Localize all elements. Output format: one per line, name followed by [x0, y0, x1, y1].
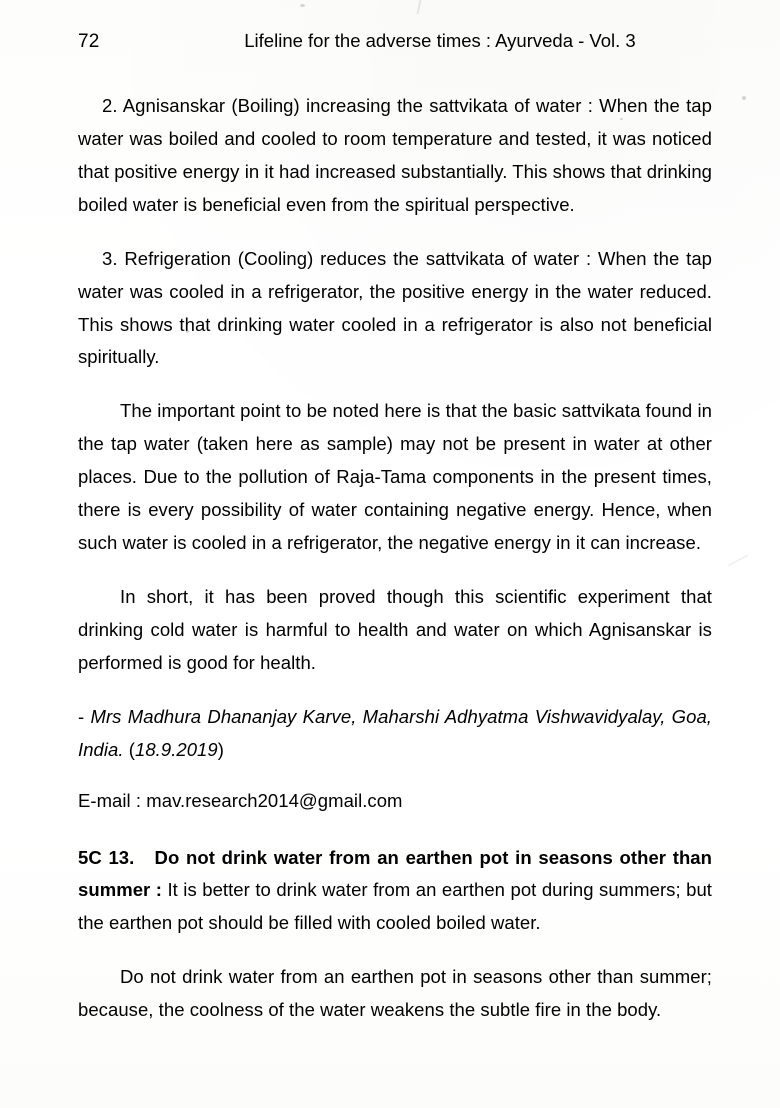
- section-text: It is better to drink water from an earthen pot during summers; but the earthen pot should be filled with cooled boiled water.: [78, 879, 712, 934]
- attribution-dash: -: [78, 705, 85, 727]
- page-number: 72: [78, 31, 100, 52]
- paragraph-important-point: The important point to be noted here is that the basic sattvikata found in the tap water (taken here as sample) may not be present in water at other places. Due to the pollution of Raja-Tama components in the present times, there is every possibility of water containing negative energy. Hence, when such water is cooled in a refrigerator, the negative energy in it can increase.: [78, 400, 712, 554]
- section-heading: Do not drink water from an earthen pot in seasons other than summer :: [78, 846, 713, 901]
- scan-streak: [728, 555, 748, 566]
- page-header: [78, 30, 712, 56]
- attribution-date-close: ): [217, 738, 224, 760]
- scan-streak: [417, 0, 422, 14]
- section-5c13: [78, 842, 712, 941]
- section-closing-paragraph: Do not drink water from an earthen pot in seasons other than summer; because, the coolness of the water weakens the subtle fire in the body.: [78, 966, 712, 1021]
- attribution-name: Mrs Madhura Dhananjay Karve, Maharshi Adhyatma Vishwavidyalay, Goa, India.: [78, 705, 712, 760]
- scan-speck: [742, 96, 746, 100]
- attribution-date: 18.9.2019: [134, 738, 218, 760]
- scan-speck: [300, 4, 305, 7]
- section-number: 5C 13.: [78, 846, 135, 868]
- paragraph-in-short: In short, it has been proved though this scientific experiment that drinking cold water is harmful to health and water on which Agnisanskar is performed is good for health.: [78, 585, 712, 673]
- paragraph-refrigeration: 3. Refrigeration (Cooling) reduces the sattvikata of water : When the tap water was cooled in a refrigerator, the positive energy in the water reduced. This shows that drinking water cooled in a refrigerator is also not beneficial spiritually.: [78, 247, 712, 368]
- running-title: Lifeline for the adverse times : Ayurveda - Vol. 3: [244, 30, 636, 51]
- paragraph-agnisanskar: 2. Agnisanskar (Boiling) increasing the sattvikata of water : When the tap water was boiled and cooled to room temperature and tested, it was noticed that positive energy in it had increased substantially. This shows that drinking boiled water is beneficial even from the spiritual perspective.: [78, 95, 712, 215]
- attribution-line: [78, 701, 712, 767]
- email-line: E-mail : mav.research2014@gmail.com: [78, 789, 403, 811]
- attribution-date-open: (: [128, 738, 135, 760]
